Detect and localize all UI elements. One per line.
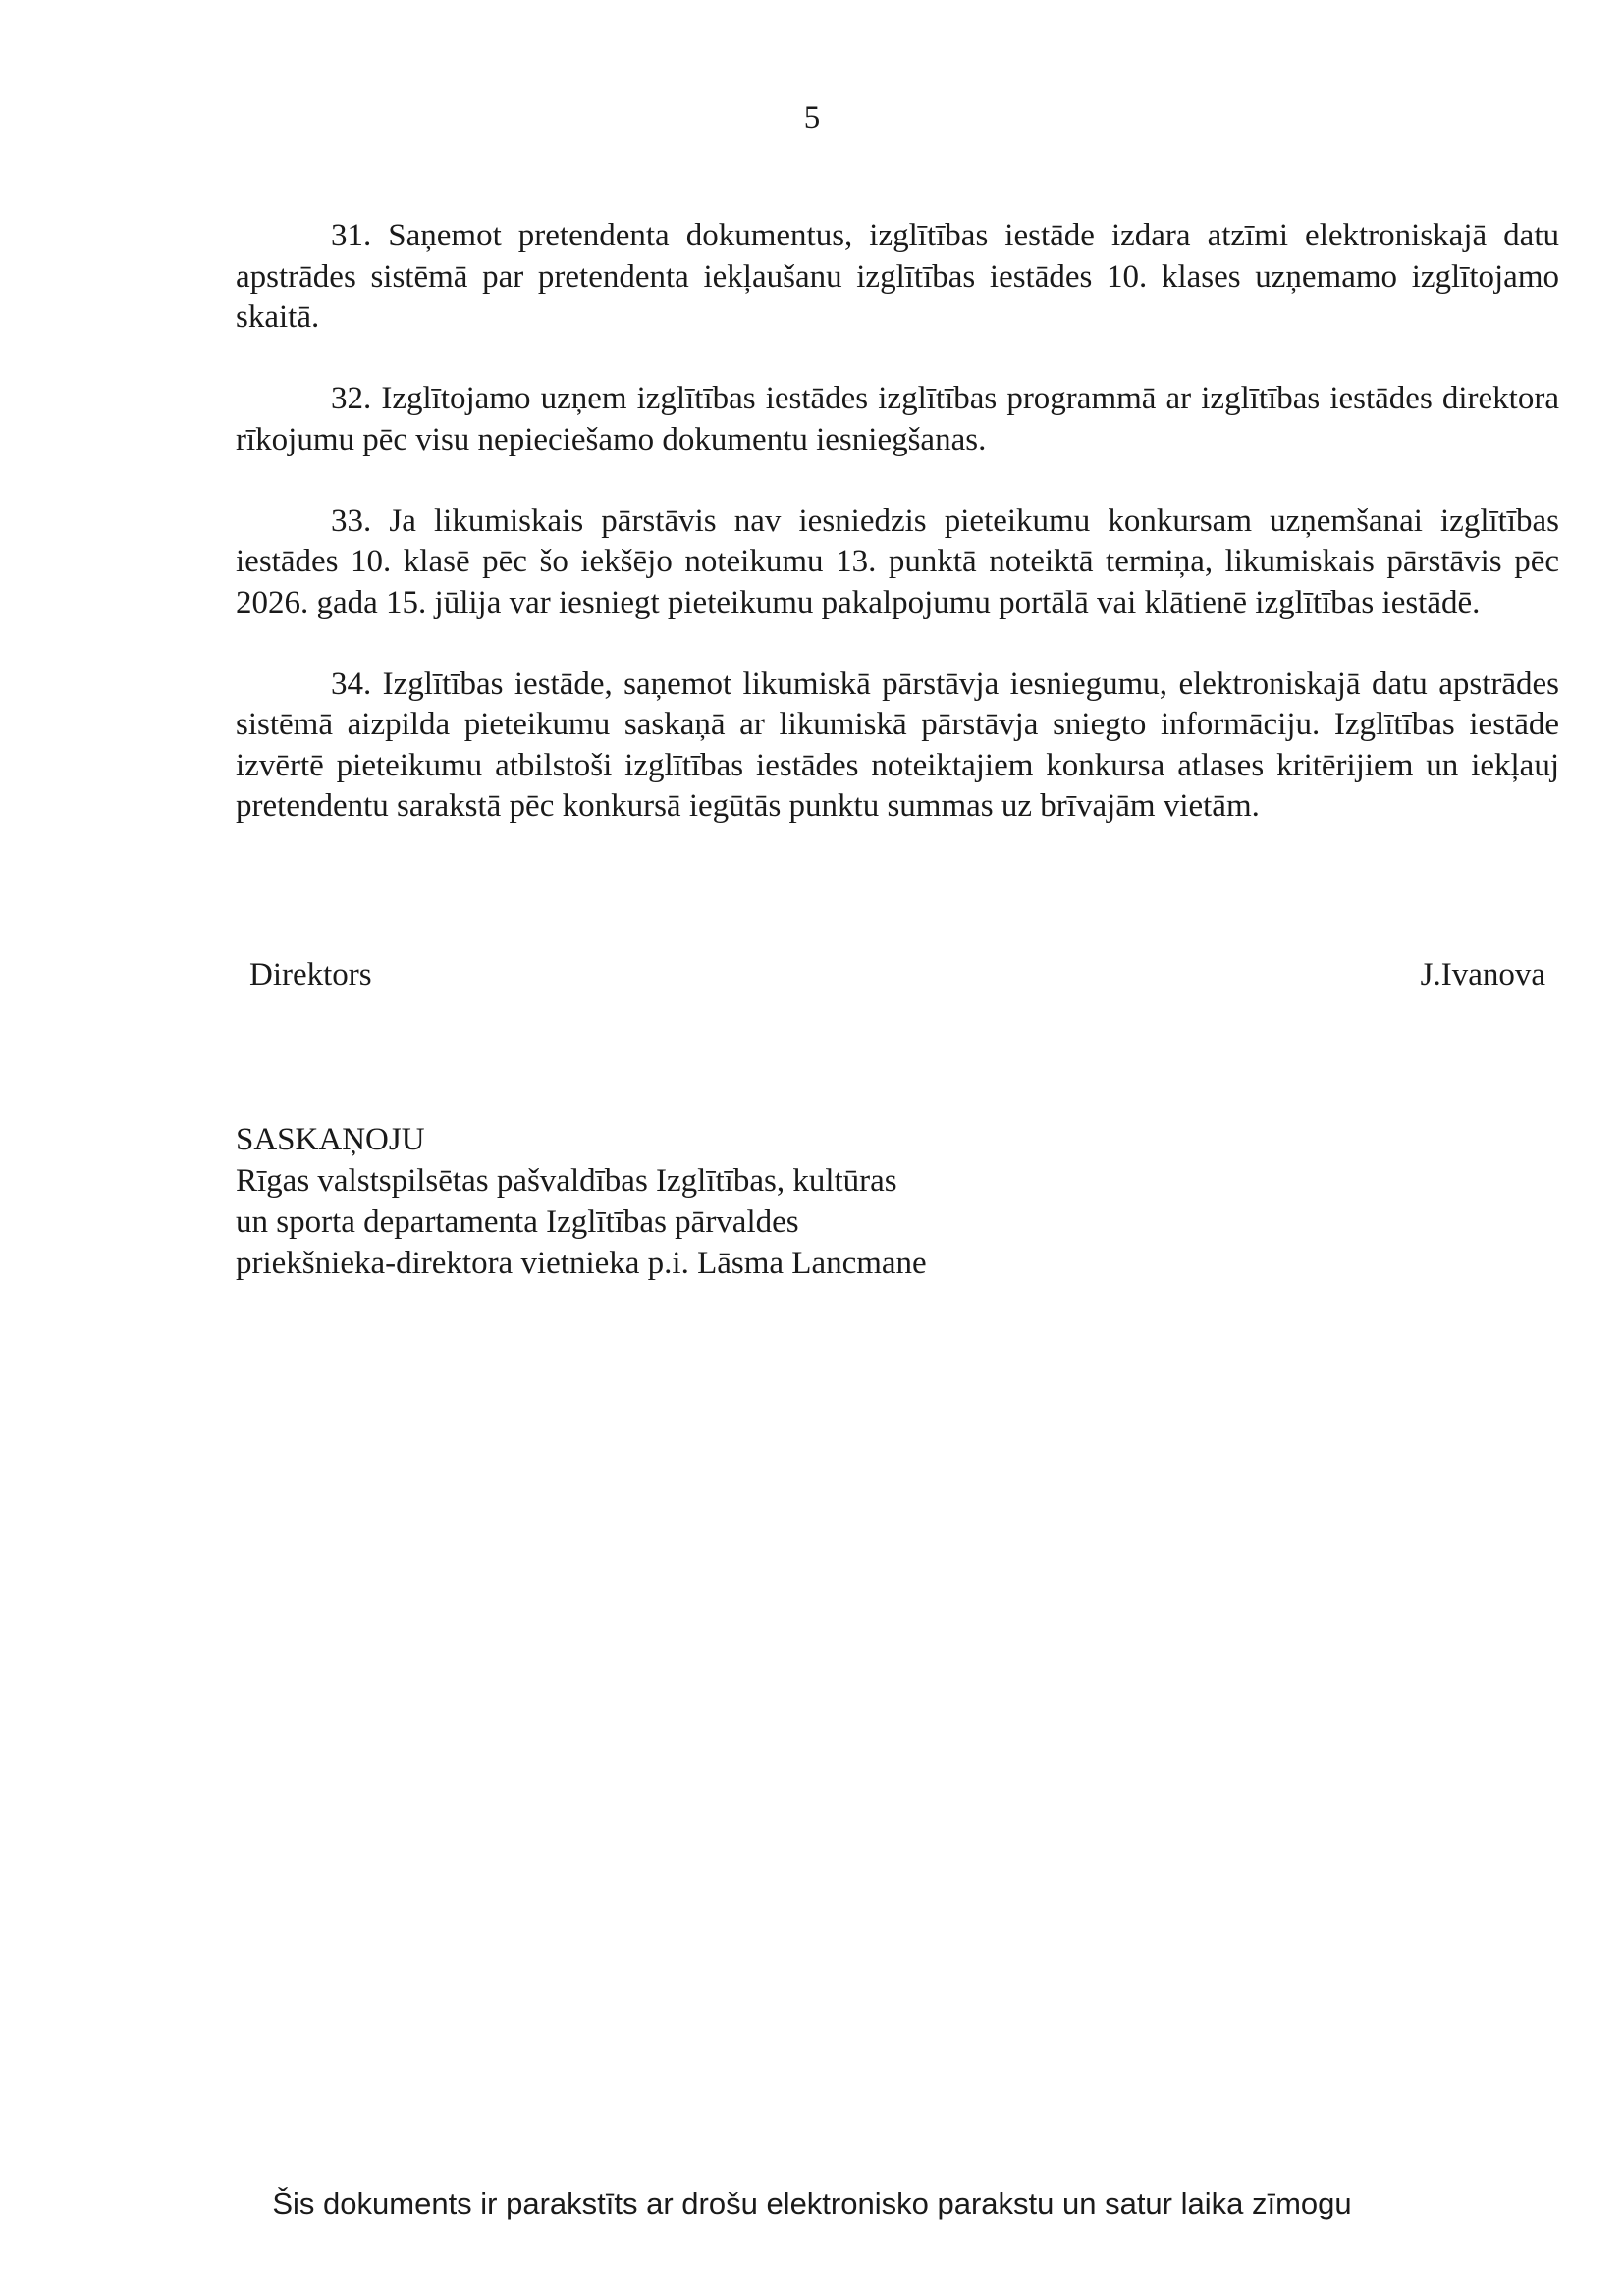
- approval-heading: SASKAŅOJU: [236, 1122, 425, 1157]
- signatory-name: J.Ivanova: [1420, 957, 1545, 992]
- paragraph-34: 34. Izglītības iestāde, saņemot likumiskā pārstāvja iesniegumu, elektroniskajā datu apstrādes sistēmā aizpilda pieteikumu saskaņā ar likumiskā pārstāvja sniegto informāciju. Izglītības iestāde izvērtē pieteikumu atbilstoši izglītības iestādes noteiktajiem konkursa atlases kritērijiem un iekļauj pretendentu sarakstā pēc konkursā iegūtās punktu summas uz brīvajām vietām.: [236, 666, 1559, 824]
- approval-block: [236, 1119, 927, 1284]
- page-number: 5: [803, 100, 821, 135]
- approval-line: priekšnieka-direktora vietnieka p.i. Lāsma Lancmane: [236, 1246, 927, 1281]
- approval-line: un sporta departamenta Izglītības pārvaldes: [236, 1204, 799, 1240]
- document-body: [236, 216, 1559, 868]
- paragraph-32: 32. Izglītojamo uzņem izglītības iestādes izglītības programmā ar izglītības iestādes direktora rīkojumu pēc visu nepieciešamo dokumentu iesniegšanas.: [236, 381, 1559, 457]
- signatory-role: Direktors: [249, 957, 372, 992]
- paragraph-33: 33. Ja likumiskais pārstāvis nav iesniedzis pieteikumu konkursam uzņemšanai izglītības iestādes 10. klasē pēc šo iekšējo noteikumu 13. punktā noteiktā termiņa, likumiskais pārstāvis pēc 2026. gada 15. jūlija var iesniegt pieteikumu pakalpojumu portālā vai klātienē izglītības iestādē.: [236, 503, 1559, 620]
- e-signature-note: Šis dokuments ir parakstīts ar drošu elektronisko parakstu un satur laika zīmogu: [272, 2186, 1352, 2220]
- approval-line: Rīgas valstspilsētas pašvaldības Izglītības, kultūras: [236, 1163, 897, 1199]
- paragraph-31: 31. Saņemot pretendenta dokumentus, izglītības iestāde izdara atzīmi elektroniskajā datu apstrādes sistēmā par pretendenta iekļaušanu izglītības iestādes 10. klases uzņemamo izglītojamo skaitā.: [236, 218, 1559, 335]
